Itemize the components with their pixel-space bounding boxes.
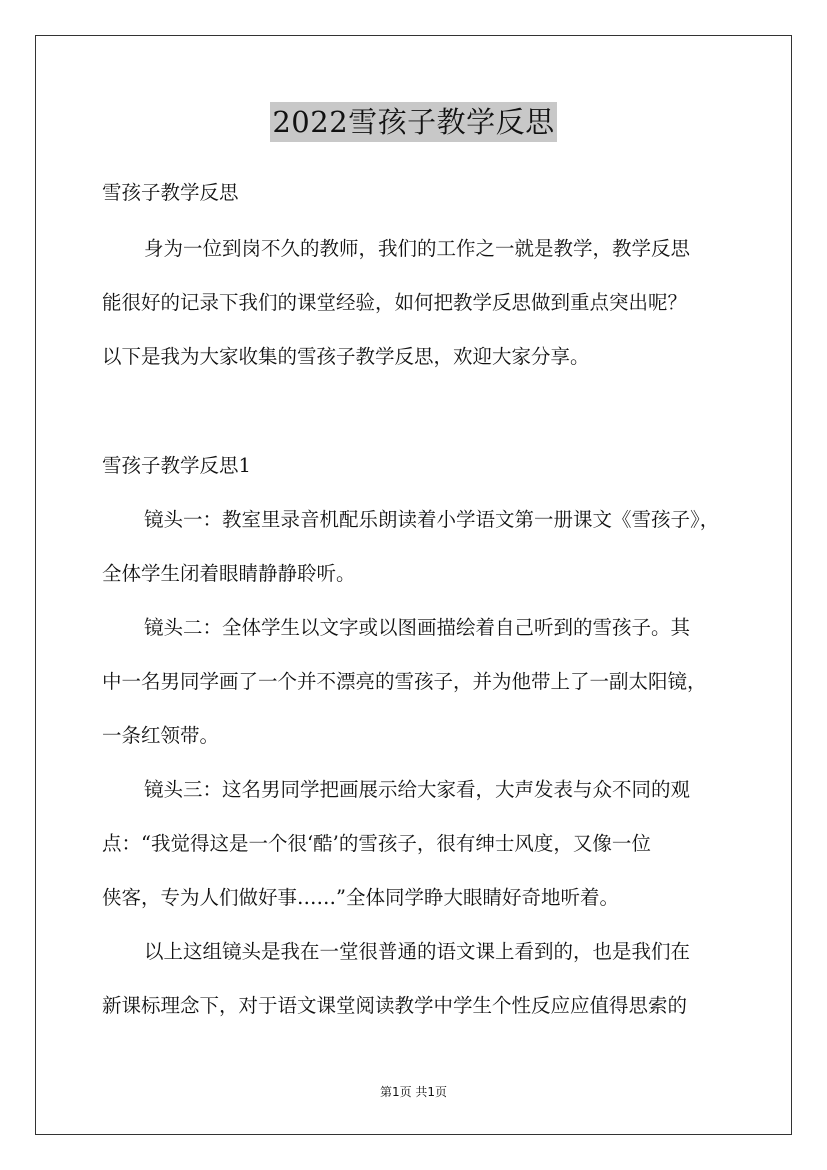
title-wrap (0, 102, 827, 142)
paragraph-line: 镜头二：全体学生以文字或以图画描绘着自己听到的雪孩子。其 (144, 616, 691, 639)
document-title: 2022雪孩子教学反思 (270, 102, 556, 142)
paragraph-line: 中一名男同学画了一个并不漂亮的雪孩子，并为他带上了一副太阳镜， (102, 670, 707, 693)
paragraph-line: 侠客，专为人们做好事……”全体同学睁大眼睛好奇地听着。 (102, 886, 619, 909)
subtitle: 雪孩子教学反思 (102, 181, 239, 204)
paragraph-line: 一条红领带。 (102, 724, 220, 747)
paragraph-line: 全体学生闭着眼睛静静聆听。 (102, 562, 356, 585)
page-footer: 第1页 共1页 (379, 1085, 448, 1099)
paragraph-line: 镜头一：教室里录音机配乐朗读着小学语文第一册课文《雪孩子》， (144, 508, 720, 531)
paragraph-line: 镜头三：这名男同学把画展示给大家看，大声发表与众不同的观 (144, 778, 691, 801)
intro-line: 身为一位到岗不久的教师，我们的工作之一就是教学，教学反思 (144, 237, 691, 260)
paragraph-line: 以上这组镜头是我在一堂很普通的语文课上看到的，也是我们在 (144, 940, 691, 963)
paragraph-line: 点：“我觉得这是一个很‘酷’的雪孩子，很有绅士风度，又像一位 (102, 832, 651, 855)
paragraph-line: 新课标理念下，对于语文课堂阅读教学中学生个性反应应值得思索的 (102, 994, 688, 1017)
intro-line: 能很好的记录下我们的课堂经验，如何把教学反思做到重点突出呢？ (102, 291, 688, 314)
section-heading: 雪孩子教学反思1 (102, 454, 251, 477)
intro-line: 以下是我为大家收集的雪孩子教学反思，欢迎大家分享。 (102, 345, 590, 368)
